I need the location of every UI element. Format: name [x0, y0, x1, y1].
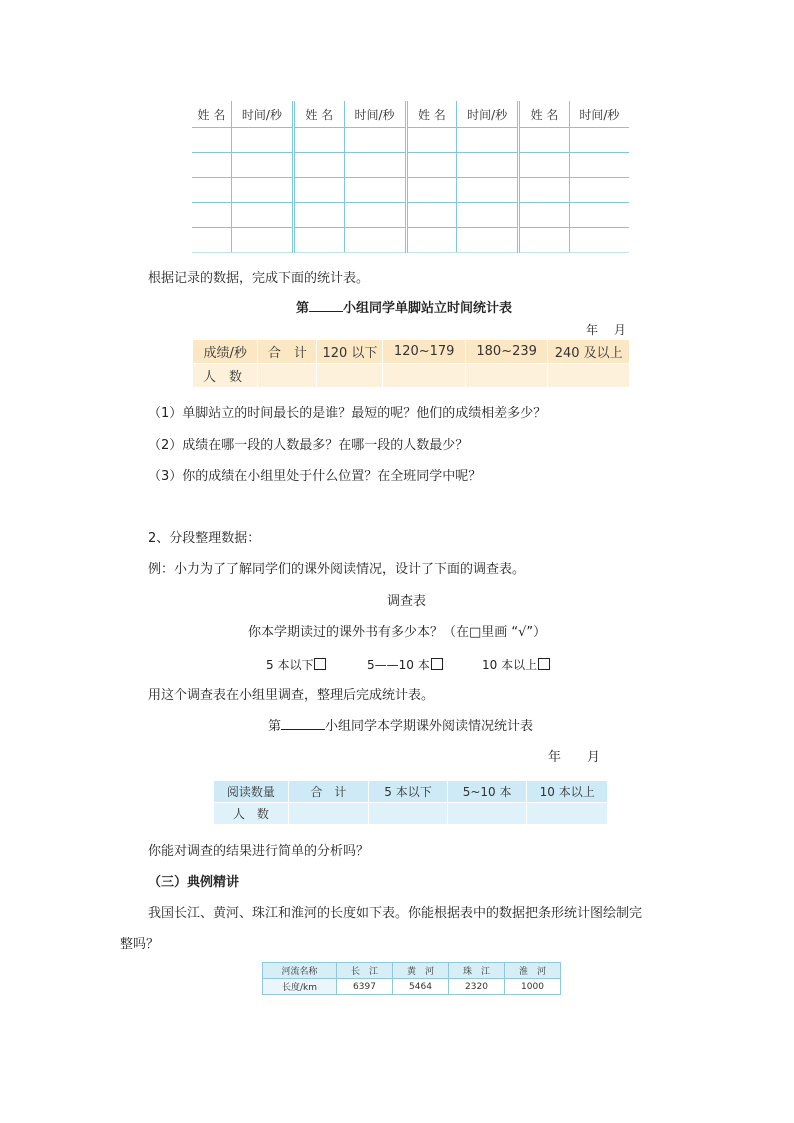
stats1-header-range-1: 120 以下 [317, 340, 383, 364]
survey-title: 调查表 [387, 594, 427, 609]
river-header-name: 河流名称 [263, 963, 337, 979]
question-2: （2）成绩在哪一段的人数最多？在哪一段的人数最少？ [148, 438, 469, 453]
stats1-cell[interactable] [258, 364, 317, 388]
checkbox-icon[interactable] [538, 658, 550, 670]
table-row [192, 203, 629, 228]
record-table [192, 101, 629, 253]
table2-title-prefix: 第 [268, 719, 282, 734]
section-3-heading: （三）典例精讲 [148, 875, 240, 890]
stats2-header-quantity: 阅读数量 [214, 781, 288, 803]
survey-option-2-label: 5——10 本 [367, 658, 430, 672]
stats2-header-range-2: 5~10 本 [447, 781, 527, 803]
stats2-cell[interactable] [447, 803, 527, 825]
stats1-header-score: 成绩/秒 [193, 340, 258, 364]
example-text: 例：小力为了了解同学们的课外阅读情况，设计了下面的调查表。 [148, 562, 526, 577]
table1-title-suffix: 小组同学单脚站立时间统计表 [343, 301, 513, 316]
question-1: （1）单脚站立的时间最长的是谁？最短的呢？他们的成绩相差多少？ [148, 406, 547, 421]
header-name-3: 姓 名 [406, 101, 456, 128]
table-row [193, 364, 629, 388]
checkbox-icon[interactable] [314, 658, 326, 670]
stats1-cell[interactable] [465, 364, 547, 388]
stats2-row-label: 人 数 [214, 803, 288, 825]
table1-title-prefix: 第 [296, 301, 310, 316]
header-time-3: 时间/秒 [457, 101, 519, 128]
example2-line-1: 我国长江、黄河、珠江和淮河的长度如下表。你能根据表中的数据把条形统计图绘制完 [148, 906, 643, 921]
stats-table-2-header [214, 781, 607, 803]
river-length-zhujiang: 2320 [448, 979, 504, 995]
stats-table-1-header [193, 340, 629, 364]
stats-table-1 [193, 340, 629, 387]
table-row [263, 979, 561, 995]
river-length-changjiang: 6397 [336, 979, 392, 995]
table1-date: 年 月 [586, 323, 626, 337]
stats2-cell[interactable] [527, 803, 607, 825]
stats2-cell[interactable] [288, 803, 369, 825]
survey-option-1[interactable] [266, 656, 326, 674]
example2-line-2: 整吗？ [120, 937, 160, 952]
table-row [192, 228, 629, 253]
table2-title-suffix: 小组同学本学期课外阅读情况统计表 [325, 719, 534, 734]
river-length-huanghe: 5464 [392, 979, 448, 995]
river-table [262, 962, 561, 995]
stats1-header-range-3: 180~239 [465, 340, 547, 364]
record-table-header [192, 101, 629, 128]
stats1-cell[interactable] [383, 364, 465, 388]
survey-option-2[interactable] [367, 656, 443, 674]
stats2-cell[interactable] [369, 803, 448, 825]
stats-table-2 [214, 781, 607, 824]
river-header-huanghe: 黄 河 [392, 963, 448, 979]
survey-option-3[interactable] [482, 656, 550, 674]
table-row [192, 128, 629, 153]
intro-text-1: 根据记录的数据，完成下面的统计表。 [148, 271, 370, 286]
river-table-header [263, 963, 561, 979]
stats1-header-range-4: 240 及以上 [548, 340, 629, 364]
stats1-cell[interactable] [548, 364, 629, 388]
survey-option-1-label: 5 本以下 [266, 658, 314, 672]
table1-title [296, 300, 512, 318]
question-3: （3）你的成绩在小组里处于什么位置？在全班同学中呢？ [148, 469, 482, 484]
header-name-2: 姓 名 [294, 101, 344, 128]
header-name-4: 姓 名 [519, 101, 569, 128]
header-name-1: 姓 名 [192, 101, 231, 128]
table2-title [268, 718, 533, 736]
group-number-blank[interactable] [281, 729, 325, 730]
river-header-huaihe: 淮 河 [504, 963, 560, 979]
survey-option-3-label: 10 本以上 [482, 658, 538, 672]
header-time-4: 时间/秒 [569, 101, 629, 128]
table2-date: 年 月 [548, 750, 601, 765]
section-2-heading: 2、分段整理数据： [148, 531, 261, 546]
river-header-changjiang: 长 江 [336, 963, 392, 979]
survey-question: 你本学期读过的课外书有多少本？（在□里画 “√”） [248, 625, 547, 640]
river-header-zhujiang: 珠 江 [448, 963, 504, 979]
checkbox-icon[interactable] [431, 658, 443, 670]
analysis-question: 你能对调查的结果进行简单的分析吗？ [148, 844, 370, 859]
river-length-huaihe: 1000 [504, 979, 560, 995]
stats1-cell[interactable] [317, 364, 383, 388]
table-row [214, 803, 607, 825]
header-time-2: 时间/秒 [344, 101, 406, 128]
stats2-header-range-1: 5 本以下 [369, 781, 448, 803]
stats1-row-label: 人 数 [193, 364, 258, 388]
header-time-1: 时间/秒 [231, 101, 293, 128]
table-row [192, 153, 629, 178]
stats2-header-total: 合 计 [288, 781, 369, 803]
group-number-blank[interactable] [309, 311, 343, 312]
stats1-header-total: 合 计 [258, 340, 317, 364]
river-row-label: 长度/km [263, 979, 337, 995]
stats1-header-range-2: 120~179 [383, 340, 465, 364]
table-row [192, 178, 629, 203]
intro-text-2: 用这个调查表在小组里调查，整理后完成统计表。 [148, 688, 435, 703]
stats2-header-range-3: 10 本以上 [527, 781, 607, 803]
